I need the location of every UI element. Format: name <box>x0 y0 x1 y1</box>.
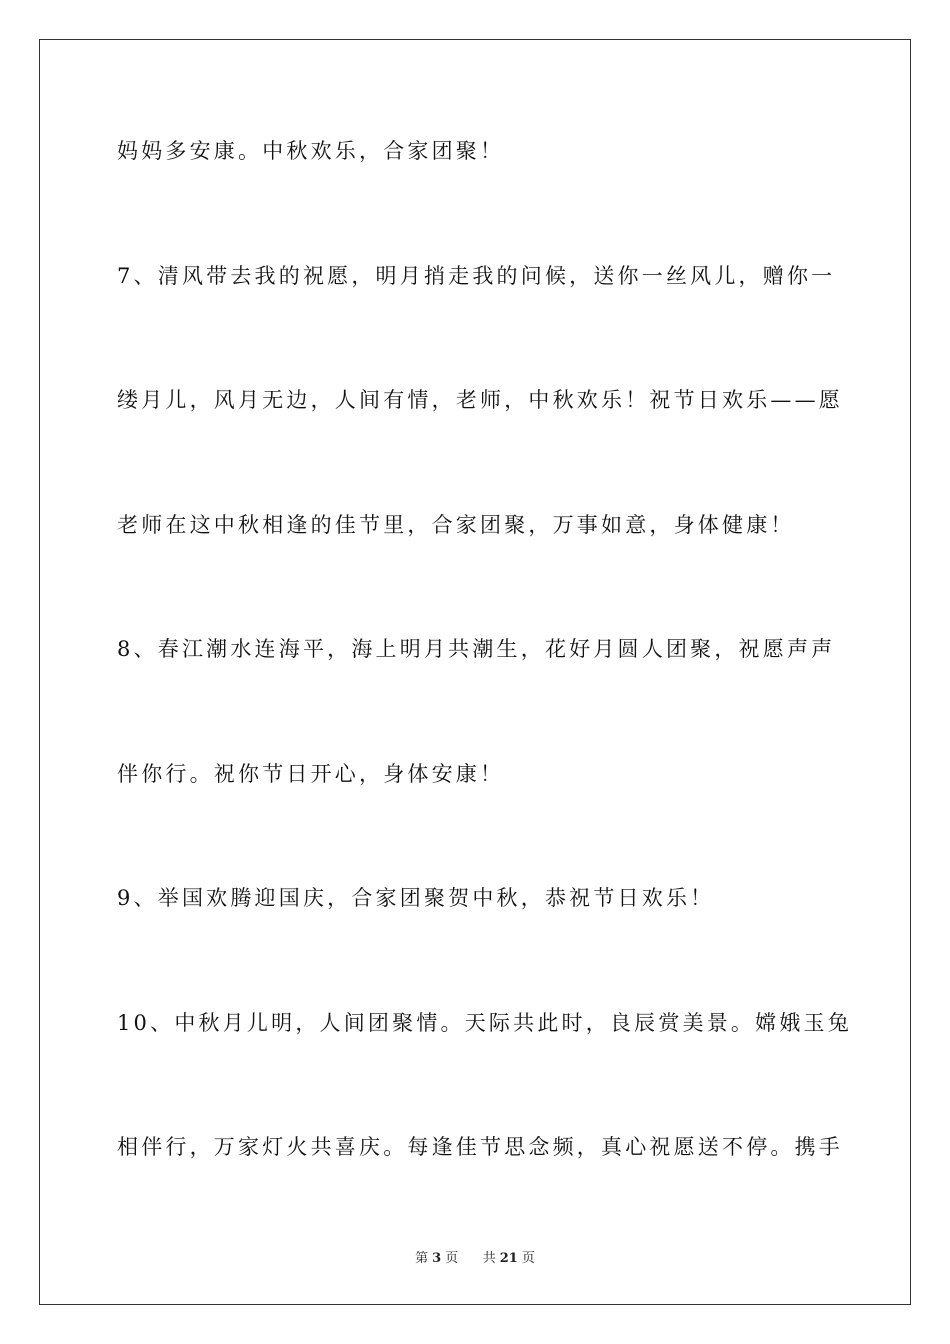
page-frame <box>39 39 911 1305</box>
text-line-8: 10、中秋月儿明，人间团聚情。天际共此时，良辰赏美景。嫦娥玉兔 <box>117 1011 852 1035</box>
text-line-3: 缕月儿，风月无边，人间有情，老师，中秋欢乐！祝节日欢乐——愿 <box>117 388 843 412</box>
total-prefix: 共 <box>482 1251 496 1266</box>
total-suffix: 页 <box>521 1251 535 1266</box>
text-line-2: 7、清风带去我的祝愿，明月捎走我的问候，送你一丝风儿，赠你一 <box>117 264 836 288</box>
page-indicator <box>413 1251 460 1266</box>
text-line-6: 伴你行。祝你节日开心，身体安康！ <box>117 762 505 786</box>
page-number: 3 <box>432 1251 442 1266</box>
text-line-7: 9、举国欢腾迎国庆，合家团聚贺中秋，恭祝节日欢乐！ <box>117 886 715 910</box>
text-line-9: 相伴行，万家灯火共喜庆。每逢佳节思念频，真心祝愿送不停。携手 <box>117 1135 843 1159</box>
text-line-4: 老师在这中秋相逢的佳节里，合家团聚，万事如意，身体健康！ <box>117 513 795 537</box>
page-footer <box>0 1247 950 1266</box>
page-suffix: 页 <box>445 1251 459 1266</box>
total-pages: 21 <box>499 1251 518 1266</box>
text-line-1: 妈妈多安康。中秋欢乐，合家团聚！ <box>117 139 505 163</box>
text-line-5: 8、春江潮水连海平，海上明月共潮生，花好月圆人团聚，祝愿声声 <box>117 637 836 661</box>
total-pages-indicator <box>481 1251 537 1266</box>
page-prefix: 第 <box>415 1251 429 1266</box>
